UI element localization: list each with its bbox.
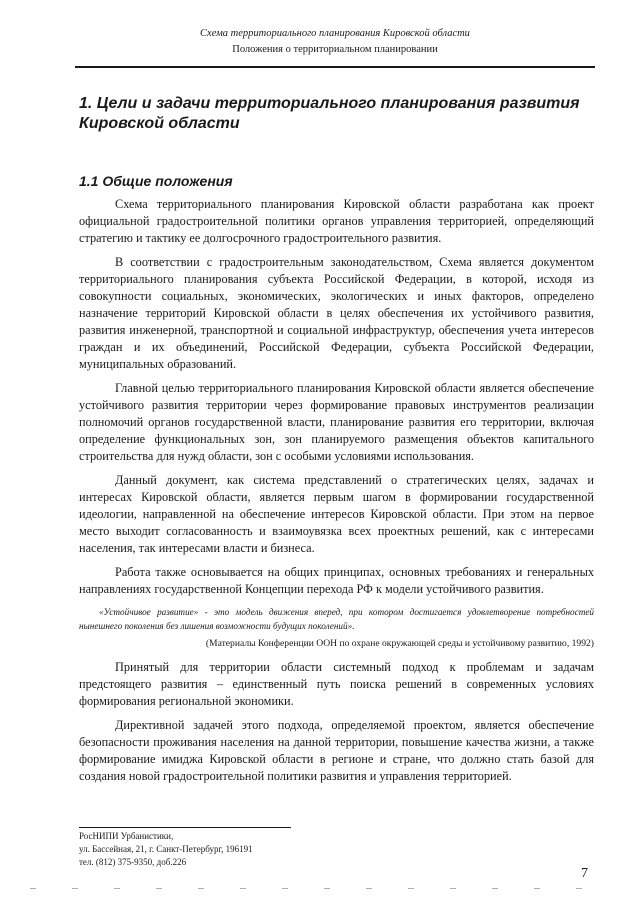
- footer-address: ул. Бассейная, 21, г. Санкт-Петербург, 196191: [79, 844, 253, 854]
- paragraph: Работа также основывается на общих принципах, основных требованиях и генеральных направлениях государственной Концепции перехода РФ к модели устойчивого развития.: [79, 565, 594, 596]
- header-section-title: Положения о территориальном планировании: [232, 44, 438, 55]
- header-document-title: Схема территориального планирования Кировской области: [200, 28, 470, 39]
- running-header: [75, 26, 595, 58]
- footer-divider: [79, 827, 291, 828]
- footer-org: РосНИПИ Урбанистики,: [79, 831, 174, 841]
- paragraph: Принятый для территории области системный подход к проблемам и задачам предстоящего развития – единственный путь поиска решений в современных условиях формирования региональной экономики.: [79, 660, 594, 708]
- paragraph: В соответствии с градостроительным законодательством, Схема является документом территориального планирования субъекта Российской Федерации, в которой, исходя из совокупности социальных, экономических, экологических и иных факторов, определено назначение территорий Кировской области в целях обеспечения их устойчивого развития, развития инженерной, транспортной и социальной инфраструктур, обеспечения учета интересов граждан и их объединений, Российской Федерации, субъекта Российской Федерации, муниципальных образований.: [79, 255, 594, 371]
- scan-artifact-line: [30, 884, 600, 892]
- paragraph: Схема территориального планирования Кировской области разработана как проект официальной градостроительной политики органов управления территорией, определяющий стратегию и тактику ее долгосрочного градостроительного развития.: [79, 197, 594, 245]
- paragraph: Главной целью территориального планирования Кировской области является обеспечение устойчивого развития территории через формирование правовых инструментов реализации полномочий органов государственной власти, планирование развития его территории, включая определение функциональных зон, зон планируемого размещения объектов капитального строительства для нужд области, зон с особыми условиями использования.: [79, 381, 594, 463]
- footer: [79, 830, 253, 869]
- quote-source: (Материалы Конференции ООН по охране окружающей среды и устойчивому развитию, 1992): [205, 638, 594, 649]
- page-body: [79, 94, 594, 792]
- footer-phone: тел. (812) 375-9350, доб.226: [79, 857, 187, 867]
- paragraph: Данный документ, как система представлений о стратегических целях, задачах и интересах Кировской области, является первым шагом в формировании государственной идеологии, направленной на обеспечение интересов Кировской области. При этом на первое место выходит согласованность и взаимоувязка всех проектных решений, как с интересами населения, так интересами власти и бизнеса.: [79, 473, 594, 555]
- paragraph: Директивной задачей этого подхода, определяемой проектом, является обеспечение безопасности проживания населения на данной территории, повышение качества жизни, а также формирование имиджа Кировской области в регионе и стране, что должно стать базой для создания новой градостроительной политики развития и управления территорией.: [79, 718, 594, 783]
- quote-text: «Устойчивое развитие» - это модель движения вперед, при котором достигается удовлетворение потребностей нынешнего поколения без лишения возможности будущих поколений».: [79, 607, 594, 631]
- section-title: 1. Цели и задачи территориального планирования развития Кировской области: [79, 95, 580, 132]
- header-divider: [75, 66, 595, 68]
- page-number: 7: [581, 866, 588, 881]
- subsection-title: 1.1 Общие положения: [79, 173, 233, 189]
